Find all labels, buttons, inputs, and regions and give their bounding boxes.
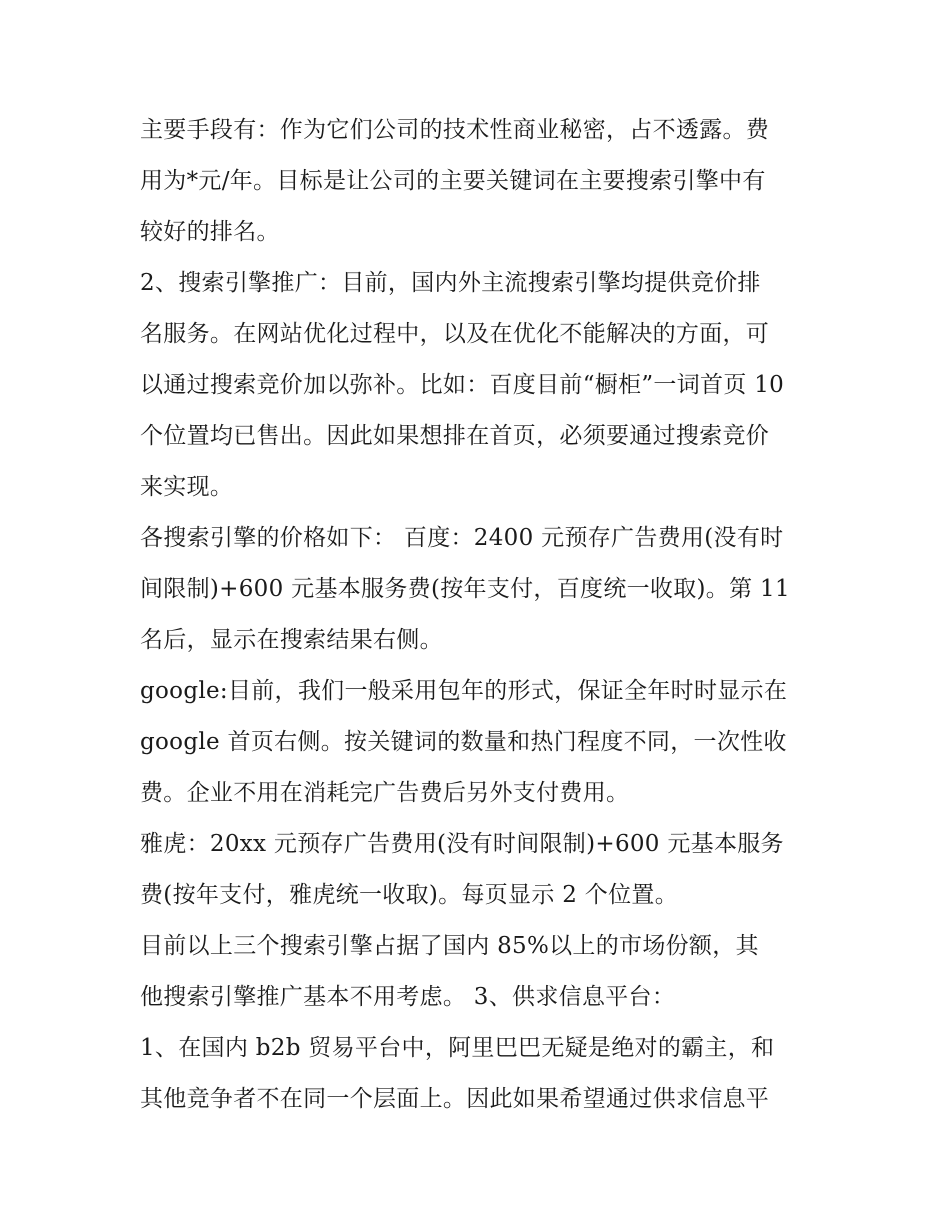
- text-line: 用为*元/年。目标是让公司的主要关键词在主要搜索引擎中有: [140, 168, 766, 194]
- text-line: 1、在国内 b2b 贸易平台中，阿里巴巴无疑是绝对的霸主，和: [140, 1035, 775, 1061]
- text-line: 以通过搜索竞价加以弥补。比如：百度目前“橱柜”一词首页 10: [140, 372, 785, 398]
- text-line: 雅虎：20xx 元预存广告费用(没有时间限制)+600 元基本服务: [140, 831, 784, 857]
- text-line: 目前以上三个搜索引擎占据了国内 85%以上的市场份额，其: [140, 933, 759, 959]
- text-line: 其他竞争者不在同一个层面上。因此如果希望通过供求信息平: [140, 1086, 770, 1112]
- text-line: 各搜索引擎的价格如下： 百度：2400 元预存广告费用(没有时: [140, 525, 784, 551]
- text-line: 个位置均已售出。因此如果想排在首页，必须要通过搜索竞价: [140, 423, 770, 449]
- text-line: 名后，显示在搜索结果右侧。: [140, 627, 443, 653]
- text-line: 2、搜索引擎推广：目前，国内外主流搜索引擎均提供竞价排: [140, 270, 761, 296]
- text-line: 他搜索引擎推广基本不用考虑。 3、供求信息平台：: [140, 984, 676, 1010]
- text-line: 较好的排名。: [140, 219, 280, 245]
- text-line: google 首页右侧。按关键词的数量和热门程度不同，一次性收: [140, 729, 787, 755]
- text-line: 名服务。在网站优化过程中，以及在优化不能解决的方面，可: [140, 321, 770, 347]
- text-line: 间限制)+600 元基本服务费(按年支付，百度统一收取)。第 11: [140, 576, 790, 602]
- text-line: google:目前，我们一般采用包年的形式，保证全年时时显示在: [140, 678, 788, 704]
- text-line: 费(按年支付，雅虎统一收取)。每页显示 2 个位置。: [140, 882, 679, 908]
- text-line: 来实现。: [140, 474, 234, 500]
- text-line: 费。企业不用在消耗完广告费后另外支付费用。: [140, 780, 630, 806]
- text-line: 主要手段有：作为它们公司的技术性商业秘密，占不透露。费: [140, 117, 770, 143]
- document-body: [140, 108, 820, 1128]
